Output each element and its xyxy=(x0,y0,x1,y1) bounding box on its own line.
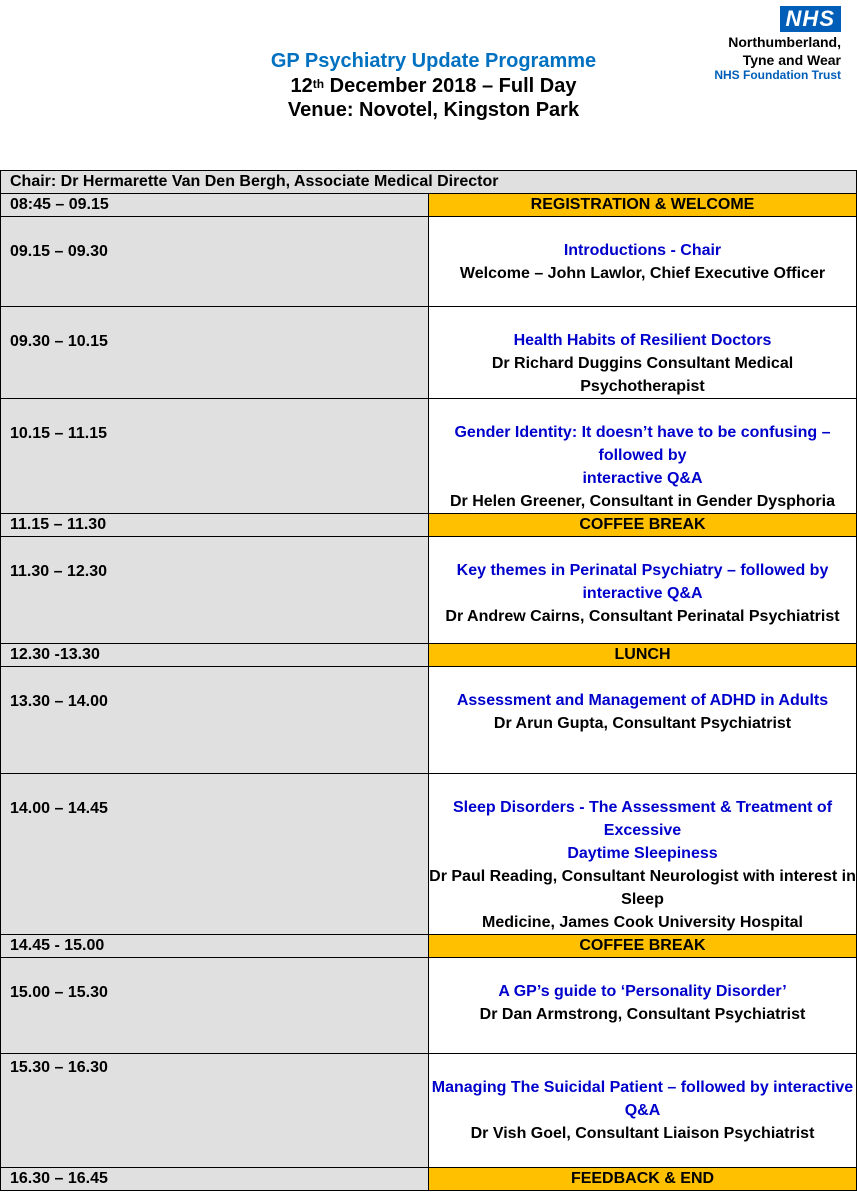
break-label: COFFEE BREAK xyxy=(429,935,857,958)
nhs-logo-mark: NHS xyxy=(780,6,841,32)
time-cell: 15.00 – 15.30 xyxy=(1,958,429,1054)
agenda-row-lunch xyxy=(1,644,857,667)
agenda-row-feedback xyxy=(1,1168,857,1191)
time-cell: 13.30 – 14.00 xyxy=(1,667,429,774)
agenda-row-sleep-disorders xyxy=(1,774,857,935)
session-cell xyxy=(429,537,857,644)
time-cell: 14.00 – 14.45 xyxy=(1,774,429,935)
date-suffix: th xyxy=(312,77,325,91)
nhs-trust-logo xyxy=(671,6,841,82)
date-rest: December 2018 – Full Day xyxy=(324,75,577,97)
session-cell xyxy=(429,217,857,307)
time-cell: 11.30 – 12.30 xyxy=(1,537,429,644)
break-label: REGISTRATION & WELCOME xyxy=(429,194,857,217)
agenda-row-coffee-break-2 xyxy=(1,935,857,958)
trust-name-line-1: Northumberland, xyxy=(728,34,841,50)
session-title: Key themes in Perinatal Psychiatry – followed by interactive Q&A xyxy=(456,562,829,602)
session-speaker-line-1: Dr Paul Reading, Consultant Neurologist with interest in Sleep xyxy=(429,868,856,908)
agenda-row-personality-disorder xyxy=(1,958,857,1054)
session-speaker: Welcome – John Lawlor, Chief Executive Officer xyxy=(459,265,826,282)
break-label: LUNCH xyxy=(429,644,857,667)
event-venue: Venue: Novotel, Kingston Park xyxy=(287,99,580,121)
session-title: Assessment and Management of ADHD in Adults xyxy=(456,692,829,709)
page-title: GP Psychiatry Update Programme xyxy=(270,50,597,72)
time-cell: 16.30 – 16.45 xyxy=(1,1168,429,1191)
break-label: FEEDBACK & END xyxy=(429,1168,857,1191)
time-cell: 09.15 – 09.30 xyxy=(1,217,429,307)
session-cell xyxy=(429,307,857,399)
agenda-row-suicidal-patient xyxy=(1,1054,857,1168)
time-cell: 14.45 - 15.00 xyxy=(1,935,429,958)
session-speaker-line-2: Medicine, James Cook University Hospital xyxy=(482,914,803,931)
session-speaker: Dr Arun Gupta, Consultant Psychiatrist xyxy=(493,715,792,732)
session-title-line-2: interactive Q&A xyxy=(582,470,703,487)
time-cell: 12.30 -13.30 xyxy=(1,644,429,667)
session-speaker: Dr Helen Greener, Consultant in Gender Dysphoria xyxy=(450,493,835,510)
time-cell: 11.15 – 11.30 xyxy=(1,514,429,537)
session-cell xyxy=(429,399,857,514)
session-title-line-1: Gender Identity: It doesn’t have to be confusing – followed by xyxy=(454,424,831,464)
agenda-row-perinatal xyxy=(1,537,857,644)
time-cell: 15.30 – 16.30 xyxy=(1,1054,429,1168)
session-title: Health Habits of Resilient Doctors xyxy=(513,332,772,349)
chair-cell: Chair: Dr Hermarette Van Den Bergh, Associate Medical Director xyxy=(1,171,857,194)
chair-row xyxy=(1,171,857,194)
agenda-row-gender-identity xyxy=(1,399,857,514)
session-title-line-1: Sleep Disorders - The Assessment & Treatment of Excessive xyxy=(452,799,833,839)
agenda-table xyxy=(0,170,857,1191)
session-cell xyxy=(429,958,857,1054)
agenda-row-resilient-doctors xyxy=(1,307,857,399)
session-title: Introductions - Chair xyxy=(563,242,722,259)
trust-type: NHS Foundation Trust xyxy=(714,68,841,82)
session-cell xyxy=(429,1054,857,1168)
time-cell: 08:45 – 09.15 xyxy=(1,194,429,217)
session-speaker: Dr Andrew Cairns, Consultant Perinatal Psychiatrist xyxy=(445,608,840,625)
session-speaker: Dr Richard Duggins Consultant Medical Psychotherapist xyxy=(491,355,794,395)
session-speaker: Dr Dan Armstrong, Consultant Psychiatrist xyxy=(479,1006,806,1023)
agenda-row-adhd xyxy=(1,667,857,774)
agenda-row-introductions xyxy=(1,217,857,307)
session-title: A GP’s guide to ‘Personality Disorder’ xyxy=(498,983,787,1000)
agenda-row-registration xyxy=(1,194,857,217)
session-title: Managing The Suicidal Patient – followed by interactive Q&A xyxy=(431,1079,854,1119)
session-speaker: Dr Vish Goel, Consultant Liaison Psychiatrist xyxy=(470,1125,815,1142)
agenda-row-coffee-break-1 xyxy=(1,514,857,537)
trust-name-line-2: Tyne and Wear xyxy=(742,52,841,68)
session-title-line-2: Daytime Sleepiness xyxy=(567,845,718,862)
time-cell: 09.30 – 10.15 xyxy=(1,307,429,399)
break-label: COFFEE BREAK xyxy=(429,514,857,537)
time-cell: 10.15 – 11.15 xyxy=(1,399,429,514)
session-cell xyxy=(429,667,857,774)
date-day: 12 xyxy=(290,75,313,97)
session-cell xyxy=(429,774,857,935)
